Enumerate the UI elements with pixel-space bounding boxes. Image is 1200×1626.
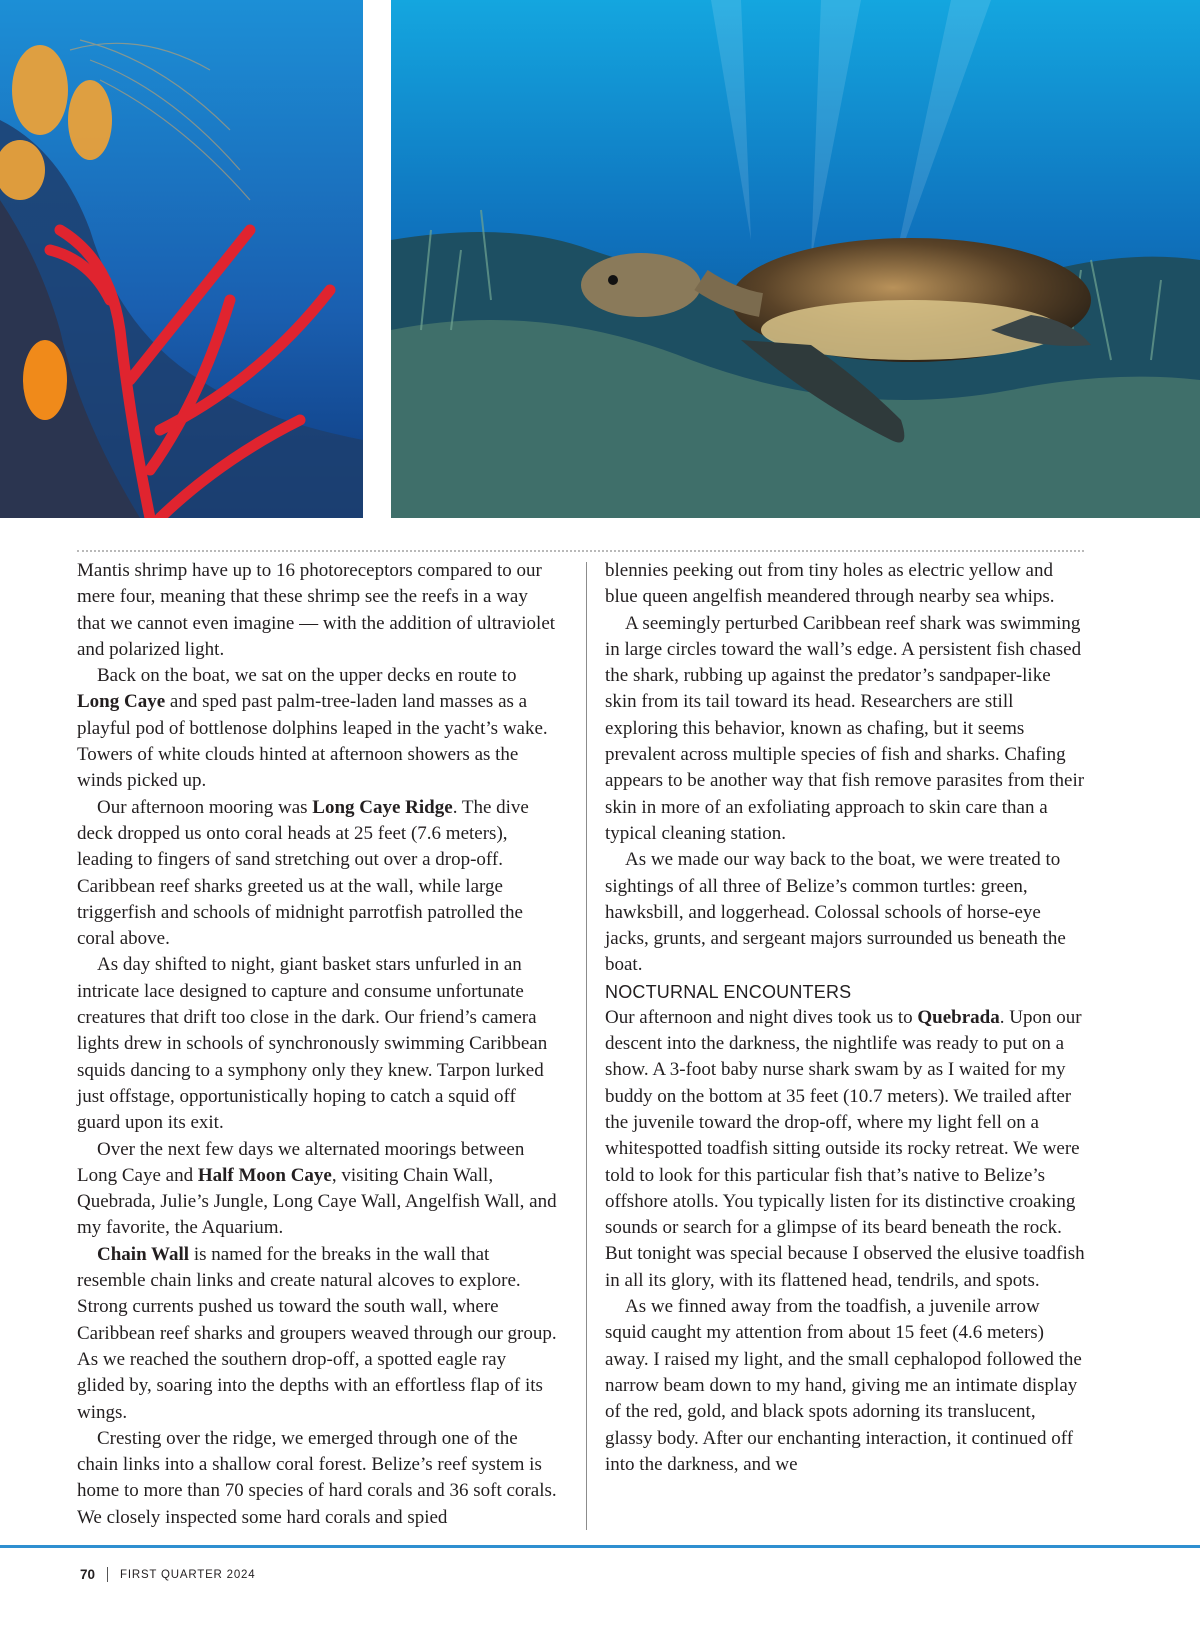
paragraph: As day shifted to night, giant basket stars unfurled in an intricate lace designed to capture and consume unfortunate creatures that drift too close in the dark. Our friend’s camera lights drew in schools of synchronously swimming Caribbean squids dancing to a symphony only they knew. Tarpon lurked just offstage, opportunistically hoping to catch a squid off guard upon its exit. [77, 954, 548, 1134]
photo-reef-sponges [0, 0, 363, 518]
paragraph: Back on the boat, we sat on the upper decks en route to Long Caye and sped past palm-tree-laden land masses as a playful pod of bottlenose dolphins leaped in the yacht’s wake. Towers of white clouds hinted at afternoon showers as the winds picked up. [77, 665, 548, 792]
paragraph: As we made our way back to the boat, we were treated to sightings of all three of Belize’s common turtles: green, hawksbill, and loggerhead. Colossal schools of horse-eye jacks, grunts, and sergeant majors surrounded us beneath the boat. [605, 849, 1066, 976]
left-column [77, 558, 557, 1531]
issue-label: FIRST QUARTER 2024 [120, 1568, 256, 1581]
footer-rule [0, 1545, 1200, 1548]
paragraph: Over the next few days we alternated moorings between Long Caye and Half Moon Caye, visiting Chain Wall, Quebrada, Julie’s Jungle, Long Caye Wall, Angelfish Wall, and my favorite, the Aquarium. [77, 1138, 557, 1239]
paragraph: Our afternoon and night dives took us to Quebrada. Upon our descent into the darkness, the nightlife was ready to put on a show. A 3-foot baby nurse shark swam by as I waited for my buddy on the bottom at 35 feet (10.7 meters). We trailed after the juvenile toward the drop-off, where my light fell on a whitespotted toadfish sitting outside its rocky retreat. We were told to look for this particular fish that’s native to Belize’s offshore atolls. You typically listen for its distinctive croaking sounds or search for a glimpse of its beard beneath the rock. But tonight was special because I observed the elusive toadfish in all its glory, with its flattened head, tendrils, and spots. [605, 1006, 1085, 1291]
paragraph: Cresting over the ridge, we emerged through one of the chain links into a shallow coral forest. Belize’s reef system is home to more than 70 species of hard corals and 36 soft corals. We closely inspected some hard corals and spied [77, 1427, 557, 1528]
photo-hawksbill-turtle [391, 0, 1200, 518]
column-divider [586, 562, 587, 1530]
page-footer [80, 1567, 255, 1582]
reef-sponges-illustration [0, 0, 363, 518]
footer-separator [107, 1567, 108, 1582]
turtle-illustration [391, 0, 1200, 518]
right-column [605, 558, 1085, 1478]
paragraph: A seemingly perturbed Caribbean reef shark was swimming in large circles toward the wall’s edge. A persistent fish chased the shark, rubbing up against the predator’s sandpaper-like skin from its tail toward its head. Researchers are still exploring this behavior, known as chafing, but it seems prevalent across multiple species of fish and sharks. Chafing appears to be another way that fish remove parasites from their skin in more of an exfoliating approach to skin care than a typical cleaning station. [605, 612, 1085, 844]
paragraph: Mantis shrimp have up to 16 photoreceptors compared to our mere four, meaning that these shrimp see the reefs in a way that we cannot even imagine — with the addition of ultraviolet and polarized light. [77, 560, 556, 660]
top-dotted-rule [77, 550, 1084, 552]
paragraph: Our afternoon mooring was Long Caye Ridge. The dive deck dropped us onto coral heads at 25 feet (7.6 meters), leading to fingers of sand stretching out over a drop-off. Caribbean reef sharks greeted us at the wall, while large triggerfish and schools of midnight parrotfish patrolled the coral above. [77, 796, 529, 950]
page-number: 70 [80, 1567, 96, 1582]
paragraph: As we finned away from the toadfish, a juvenile arrow squid caught my attention from about 15 feet (4.6 meters) away. I raised my light, and the small cephalopod followed the narrow beam down to my hand, giving me an intimate display of the red, gold, and black spots adorning its translucent, glassy body. After our enchanting interaction, it continued off into the darkness, and we [605, 1296, 1082, 1475]
section-heading: NOCTURNAL ENCOUNTERS [605, 981, 852, 1002]
paragraph: Chain Wall is named for the breaks in the wall that resemble chain links and create natural alcoves to explore. Strong currents pushed us toward the south wall, where Caribbean reef sharks and groupers weaved through our group. As we reached the southern drop-off, a spotted eagle ray glided by, soaring into the depths with an effortless flap of its wings. [77, 1243, 557, 1423]
paragraph: blennies peeking out from tiny holes as electric yellow and blue queen angelfish meandered through nearby sea whips. [605, 560, 1055, 608]
